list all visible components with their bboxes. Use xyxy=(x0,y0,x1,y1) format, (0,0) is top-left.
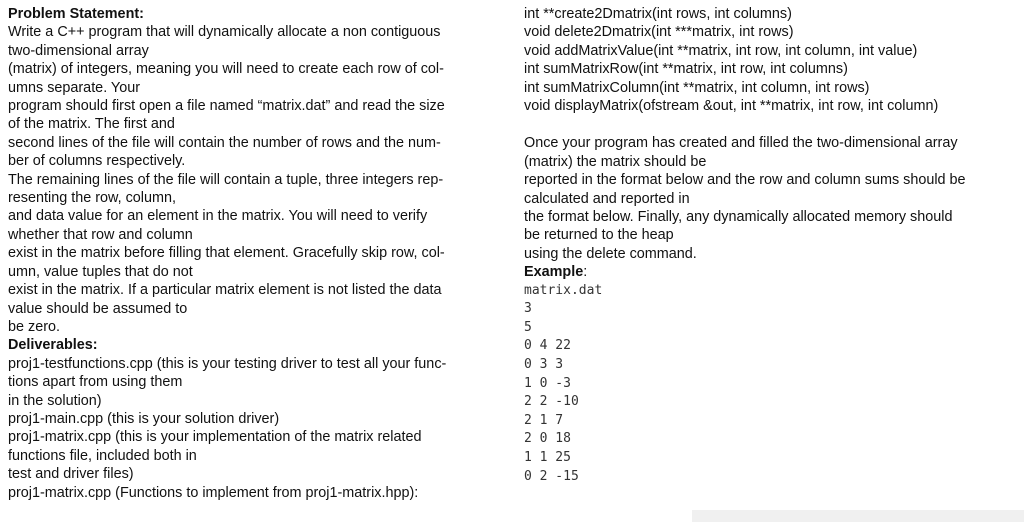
text-line: Once your program has created and filled the two-dimensional array xyxy=(524,135,958,152)
example-heading xyxy=(524,263,1019,281)
text-line: umn, value tuples that do not xyxy=(8,263,193,280)
text-line: be zero. xyxy=(8,318,60,335)
deliverable-line: proj1-main.cpp (this is your solution driver) xyxy=(8,410,280,427)
file-line: 0 2 -15 xyxy=(524,468,579,484)
function-signature: int sumMatrixColumn(int **matrix, int column, int rows) xyxy=(524,79,870,96)
bottom-strip xyxy=(0,510,1024,522)
text-line: be returned to the heap xyxy=(524,227,674,244)
deliverable-line: proj1-matrix.cpp (Functions to implement from proj1-matrix.hpp): xyxy=(8,484,419,501)
text-line: exist in the matrix. If a particular matrix element is not listed the data xyxy=(8,282,442,299)
spacer xyxy=(524,115,1019,134)
text-line: calculated and reported in xyxy=(524,190,690,207)
file-line: 0 3 3 xyxy=(524,357,564,373)
function-signatures xyxy=(524,5,1019,115)
text-line: exist in the matrix before filling that element. Gracefully skip row, col- xyxy=(8,245,445,262)
file-line: 0 4 22 xyxy=(524,338,571,354)
file-line: 3 xyxy=(524,301,532,317)
deliverable-line: functions file, included both in xyxy=(8,447,197,464)
text-line: resenting the row, column, xyxy=(8,190,176,207)
file-line: 2 2 -10 xyxy=(524,394,579,410)
function-signature: int sumMatrixRow(int **matrix, int row, int columns) xyxy=(524,61,848,78)
functions-column xyxy=(524,5,1019,486)
text-line: and data value for an element in the matrix. You will need to verify xyxy=(8,208,428,225)
function-signature: void delete2Dmatrix(int ***matrix, int rows) xyxy=(524,24,794,41)
bottom-shade xyxy=(692,510,1024,522)
text-line: reported in the format below and the row and column sums should be xyxy=(524,172,966,189)
deliverable-line: in the solution) xyxy=(8,392,102,409)
text-line: (matrix) of integers, meaning you will need to create each row of col- xyxy=(8,61,444,78)
text-line: using the delete command. xyxy=(524,245,697,262)
text-line: of the matrix. The first and xyxy=(8,116,175,133)
text-line: ber of columns respectively. xyxy=(8,153,186,170)
example-colon: : xyxy=(583,264,588,281)
text-line: (matrix) the matrix should be xyxy=(524,153,707,170)
function-signature: int **create2Dmatrix(int rows, int columns) xyxy=(524,6,792,22)
text-line: two-dimensional array xyxy=(8,42,149,59)
file-line: 1 0 -3 xyxy=(524,375,571,391)
problem-column xyxy=(8,5,498,502)
output-description xyxy=(524,134,1019,263)
text-line: Write a C++ program that will dynamically allocate a non contiguous xyxy=(8,24,441,41)
text-line: the format below. Finally, any dynamically allocated memory should xyxy=(524,209,953,226)
text-line: The remaining lines of the file will contain a tuple, three integers rep- xyxy=(8,171,444,188)
problem-statement-heading: Problem Statement: xyxy=(8,6,144,22)
text-line: value should be assumed to xyxy=(8,300,188,317)
deliverable-line: proj1-testfunctions.cpp (this is your testing driver to test all your func- xyxy=(8,355,447,372)
text-line: program should first open a file named “matrix.dat” and read the size xyxy=(8,98,445,115)
example-file xyxy=(524,282,1019,487)
file-name: matrix.dat xyxy=(524,282,603,298)
text-line: umns separate. Your xyxy=(8,79,141,96)
deliverable-line: tions apart from using them xyxy=(8,374,183,391)
deliverable-line: proj1-matrix.cpp (this is your implementation of the matrix related xyxy=(8,429,422,446)
file-line: 1 1 25 xyxy=(524,450,571,466)
text-line: second lines of the file will contain the number of rows and the num- xyxy=(8,134,441,151)
problem-statement-text xyxy=(8,23,498,336)
function-signature: void displayMatrix(ofstream &out, int **matrix, int row, int column) xyxy=(524,98,939,115)
example-label: Example xyxy=(524,264,584,281)
text-line: whether that row and column xyxy=(8,226,193,243)
file-line: 2 1 7 xyxy=(524,412,564,428)
deliverable-line: test and driver files) xyxy=(8,466,134,483)
deliverables-heading: Deliverables: xyxy=(8,337,98,354)
file-line: 5 xyxy=(524,319,532,335)
deliverables-list xyxy=(8,355,498,502)
function-signature: void addMatrixValue(int **matrix, int row, int column, int value) xyxy=(524,42,918,59)
file-line: 2 0 18 xyxy=(524,431,571,447)
